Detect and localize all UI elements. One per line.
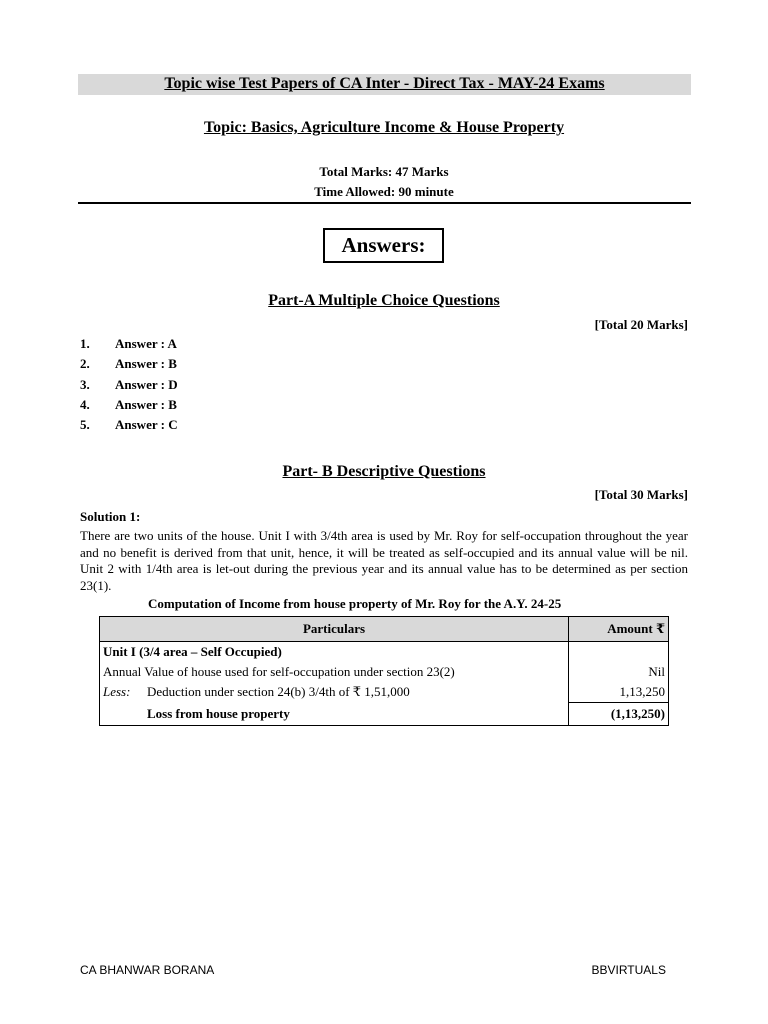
mcq-answer-text: Answer : B bbox=[115, 397, 177, 412]
loss-amount: (1,13,250) bbox=[569, 703, 669, 726]
table-row bbox=[100, 642, 669, 663]
answers-heading: Answers: bbox=[323, 228, 444, 263]
part-a-title: Part-A Multiple Choice Questions bbox=[268, 292, 500, 309]
unit-heading: Unit I (3/4 area – Self Occupied) bbox=[100, 642, 569, 663]
mcq-answer-text: Answer : D bbox=[115, 377, 178, 392]
loss-label: Loss from house property bbox=[100, 703, 569, 726]
mcq-number: 2. bbox=[80, 356, 90, 371]
part-b-total: [Total 30 Marks] bbox=[594, 487, 688, 502]
particulars-header: Particulars bbox=[100, 617, 569, 642]
amount-header: Amount ₹ bbox=[569, 617, 669, 642]
annual-value-label: Annual Value of house used for self-occupation under section 23(2) bbox=[100, 662, 569, 682]
mcq-number: 1. bbox=[80, 336, 90, 351]
deduction-label: Deduction under section 24(b) 3/4th of ₹ 1,51,000 bbox=[147, 684, 410, 700]
table-row bbox=[100, 682, 669, 703]
computation-table bbox=[99, 616, 669, 726]
mcq-number: 4. bbox=[80, 397, 90, 412]
mcq-number: 3. bbox=[80, 377, 90, 392]
document-title: Topic wise Test Papers of CA Inter - Direct Tax - MAY-24 Exams bbox=[164, 75, 605, 92]
solution-paragraph: There are two units of the house. Unit I with 3/4th area is used by Mr. Roy for self-occupation throughout the year and no benefit is derived from that unit, hence, it will be treated as self-occupied and its annual value will be nil. Unit 2 with 1/4th area is let-out during the previous year and its annual value has to be determined as per section 23(1). bbox=[80, 528, 688, 593]
footer-left: CA BHANWAR BORANA bbox=[80, 963, 215, 977]
annual-value-amount: Nil bbox=[569, 662, 669, 682]
table-row bbox=[100, 703, 669, 726]
mcq-answer-text: Answer : A bbox=[115, 336, 177, 351]
table-header-row bbox=[100, 617, 669, 642]
mcq-answer-text: Answer : B bbox=[115, 356, 177, 371]
table-row bbox=[100, 662, 669, 682]
solution-heading: Solution 1: bbox=[80, 509, 141, 524]
mcq-number: 5. bbox=[80, 417, 90, 432]
topic-heading: Topic: Basics, Agriculture Income & House Property bbox=[203, 119, 565, 136]
mcq-answer bbox=[80, 336, 177, 354]
table-caption: Computation of Income from house property of Mr. Roy for the A.Y. 24-25 bbox=[148, 596, 562, 611]
deduction-amount: 1,13,250 bbox=[569, 682, 669, 703]
less-prefix: Less: bbox=[103, 684, 131, 700]
mcq-answer-text: Answer : C bbox=[115, 417, 178, 432]
part-b-title: Part- B Descriptive Questions bbox=[282, 463, 486, 480]
footer-right: BBVIRTUALS bbox=[591, 963, 666, 977]
total-marks: Total Marks: 47 Marks bbox=[319, 164, 449, 179]
mcq-answer bbox=[80, 417, 178, 435]
header-divider bbox=[78, 202, 691, 204]
mcq-answer bbox=[80, 397, 177, 415]
time-allowed: Time Allowed: 90 minute bbox=[314, 184, 454, 199]
mcq-answer bbox=[80, 377, 178, 395]
mcq-answer bbox=[80, 356, 177, 374]
part-a-total: [Total 20 Marks] bbox=[594, 317, 688, 332]
